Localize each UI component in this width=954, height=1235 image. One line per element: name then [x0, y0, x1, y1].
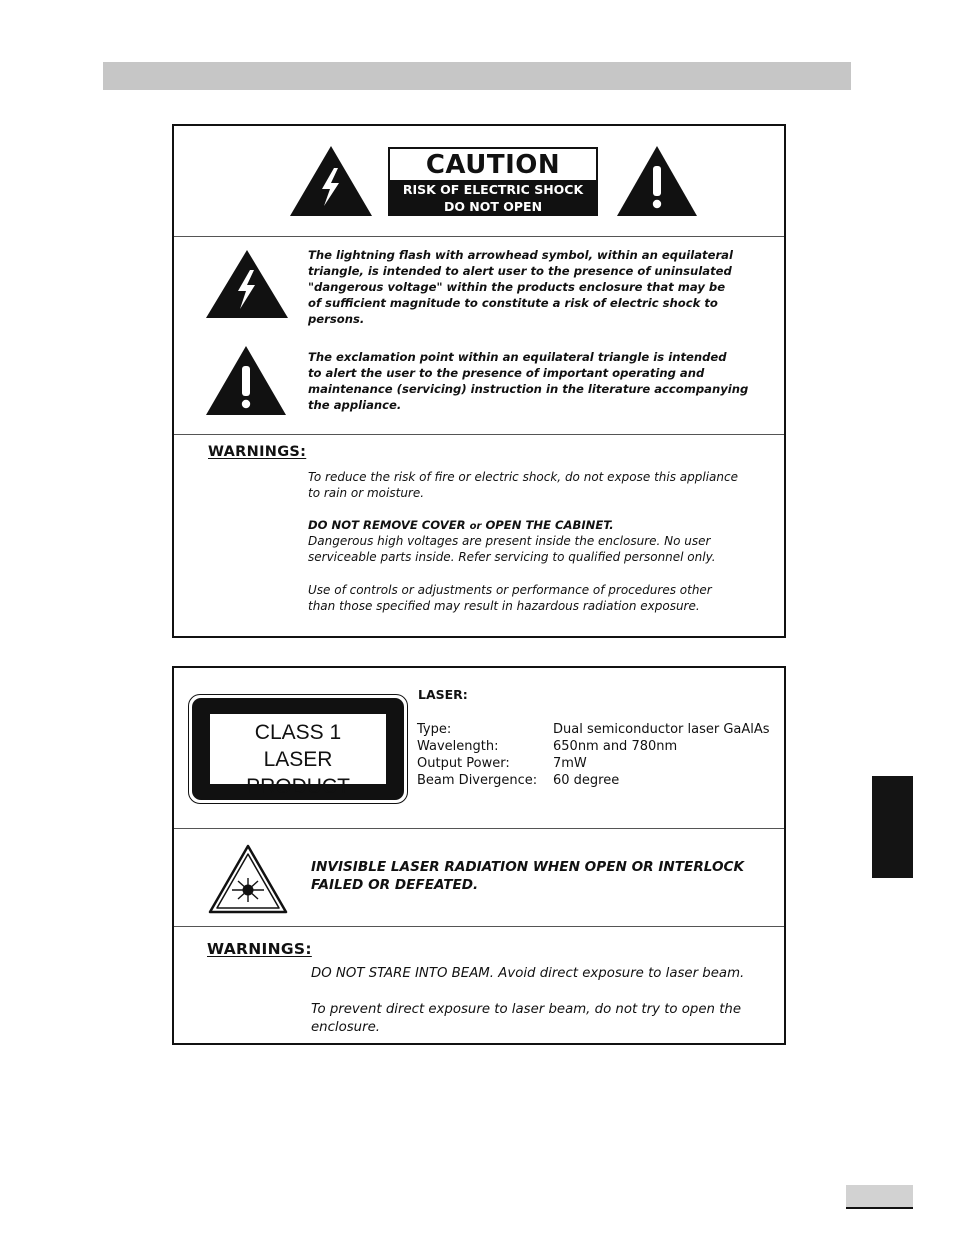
caution-line-1: RISK OF ELECTRIC SHOCK: [402, 182, 584, 197]
caution-line-2: DO NOT OPEN: [443, 199, 543, 214]
exclamation-triangle-icon: [206, 346, 286, 415]
text-line: To reduce the risk of fire or electric shock, do not expose this appliance: [308, 470, 738, 484]
divider: [174, 926, 784, 927]
sign-line-2: LASER PRODUCT: [246, 748, 350, 798]
spec-label: Beam Divergence:: [417, 773, 538, 788]
radiation-warning: [311, 858, 781, 894]
text-line: enclosure.: [311, 1020, 380, 1035]
sign-line-1: CLASS 1: [254, 721, 342, 744]
spec-value: 650nm and 780nm: [553, 739, 678, 754]
laser-specs: [417, 721, 785, 789]
moisture-warning: [308, 469, 778, 501]
caution-label: [388, 147, 598, 216]
text-line: to rain or moisture.: [308, 486, 425, 500]
cover-heading-part: DO NOT REMOVE COVER: [308, 518, 470, 532]
caution-title: CAUTION: [425, 150, 561, 180]
laser-radiation-icon: [208, 844, 288, 914]
laser-sign-frame: [192, 698, 404, 800]
lightning-description: [308, 247, 778, 327]
text-line: the appliance.: [308, 398, 402, 412]
text-line: persons.: [308, 312, 365, 326]
text-line: The lightning flash with arrowhead symbol, within an equilateral: [308, 248, 733, 262]
divider: [174, 828, 784, 829]
text-line: "dangerous voltage" within the products enclosure that may be: [308, 280, 726, 294]
spec-row: [417, 738, 785, 755]
lightning-triangle-icon: [206, 250, 288, 318]
spec-row: [417, 772, 785, 789]
text-line: To prevent direct exposure to laser beam, do not try to open the: [311, 1002, 742, 1017]
spec-label: Wavelength:: [417, 739, 499, 754]
divider: [174, 236, 784, 237]
caution-subtitle: [389, 180, 597, 215]
header-bar: [103, 62, 851, 90]
text-line: The exclamation point within an equilateral triangle is intended: [308, 350, 727, 364]
text-line: to alert the user to the presence of important operating and: [308, 366, 705, 380]
text-line: maintenance (servicing) instruction in the literature accompanying: [308, 382, 749, 396]
spec-row: [417, 721, 785, 738]
laser-sign-label: [210, 714, 386, 798]
spec-value: Dual semiconductor laser GaAlAs: [553, 722, 770, 737]
page-number-box: [846, 1185, 913, 1209]
enclosure-warning: [311, 1001, 785, 1037]
laser-warnings-heading: WARNINGS:: [207, 940, 312, 958]
lightning-triangle-icon: [290, 146, 372, 216]
spec-value: 60 degree: [553, 773, 620, 788]
exclamation-triangle-icon: [617, 146, 697, 216]
cover-heading-part: OPEN THE CABINET.: [481, 518, 614, 532]
exclamation-description: [308, 349, 778, 413]
section-tab: [872, 776, 913, 878]
laser-title: LASER:: [418, 687, 468, 702]
text-line: than those specified may result in hazardous radiation exposure.: [308, 599, 700, 613]
caution-panel: [172, 124, 786, 638]
laser-panel: [172, 666, 786, 1045]
stare-warning: DO NOT STARE INTO BEAM. Avoid direct exposure to laser beam.: [311, 966, 745, 981]
text-line: of sufficient magnitude to constitute a risk of electric shock to: [308, 296, 718, 310]
text-line: triangle, is intended to alert user to the presence of uninsulated: [308, 264, 732, 278]
controls-warning: [308, 582, 778, 614]
spec-value: 7mW: [553, 756, 587, 771]
text-line: serviceable parts inside. Refer servicing to qualified personnel only.: [308, 550, 716, 564]
warnings-heading: WARNINGS:: [208, 444, 307, 460]
text-line: Dangerous high voltages are present inside the enclosure. No user: [308, 534, 711, 548]
class1-laser-sign: [188, 694, 408, 804]
spec-row: [417, 755, 785, 772]
text-line: Use of controls or adjustments or performance of procedures other: [308, 583, 712, 597]
text-line: FAILED OR DEFEATED.: [311, 877, 479, 893]
divider: [174, 434, 784, 435]
text-line: INVISIBLE LASER RADIATION WHEN OPEN OR INTERLOCK: [311, 859, 745, 875]
spec-label: Output Power:: [417, 756, 510, 771]
spec-label: Type:: [417, 722, 452, 737]
cover-heading-or: or: [469, 521, 482, 532]
cover-warning: [308, 533, 778, 565]
